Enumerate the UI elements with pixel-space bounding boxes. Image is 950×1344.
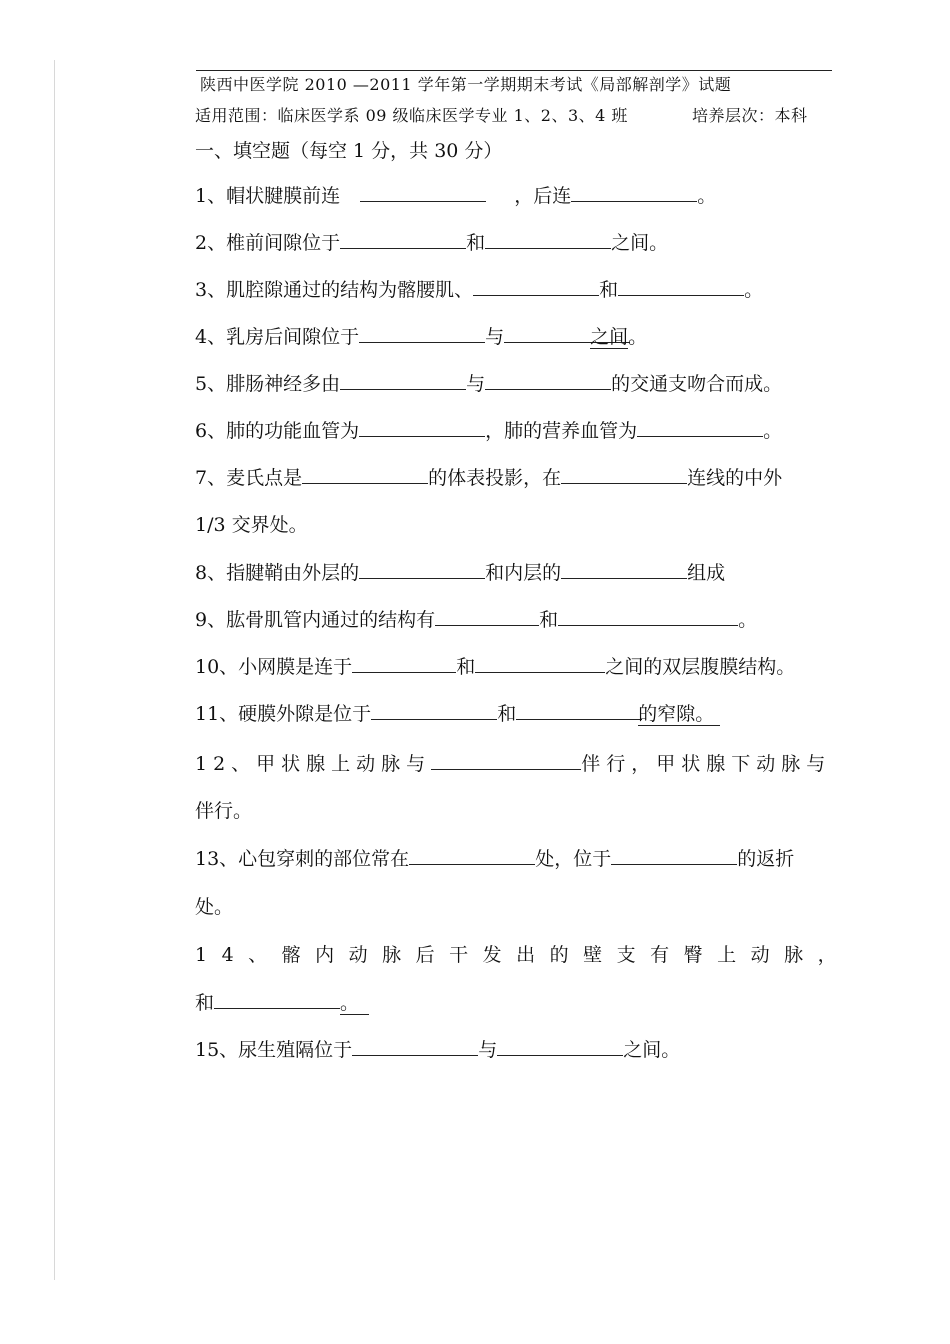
q3-text-a: 3、肌腔隙通过的结构为髂腰肌、: [195, 279, 474, 301]
q8-text-a: 8、指腱鞘由外层的: [195, 562, 360, 584]
q7-text-a: 7、麦氏点是: [195, 467, 303, 489]
question-9: [195, 607, 757, 633]
q7-blank-2[interactable]: [561, 465, 687, 484]
q9-text-a: 9、肱骨肌管内通过的结构有: [195, 609, 436, 631]
q5-blank-2[interactable]: [485, 371, 611, 390]
q12-text-a: 12、甲状腺上动脉与: [195, 753, 432, 775]
q8-blank-2[interactable]: [561, 560, 687, 579]
q11-blank-2[interactable]: [516, 701, 642, 720]
q2-text-c: 之间。: [611, 232, 669, 254]
question-14: [195, 942, 851, 968]
question-12: [195, 751, 831, 777]
q14-blank-1[interactable]: [214, 990, 340, 1009]
question-6: [195, 418, 782, 444]
q1-blank-2[interactable]: [571, 183, 697, 202]
q6-text-a: 6、肺的功能血管为: [195, 420, 360, 442]
q13-blank-2[interactable]: [611, 846, 737, 865]
exam-title: 陕西中医学院 2010 —2011 学年第一学期期末考试《局部解剖学》试题: [200, 75, 732, 94]
q4-blank-1[interactable]: [359, 324, 485, 343]
q3-text-b: 和: [599, 279, 619, 301]
question-12-cont: [195, 798, 252, 824]
question-13: [195, 846, 794, 872]
q15-blank-1[interactable]: [352, 1037, 478, 1056]
question-7: [195, 465, 782, 491]
q6-blank-1[interactable]: [359, 418, 485, 437]
q13-text-d: 处。: [195, 896, 234, 918]
q13-text-b: 处，位于: [535, 848, 612, 870]
question-4: [195, 324, 647, 350]
q8-text-c: 组成: [687, 562, 726, 584]
q6-blank-2[interactable]: [637, 418, 763, 437]
q10-blank-2[interactable]: [475, 654, 605, 673]
q1-text-b: ，后连: [514, 185, 572, 207]
q7-text-b: 的体表投影，在: [428, 467, 562, 489]
q5-text-c: 的交通支吻合而成。: [611, 373, 783, 395]
q10-text-c: 之间的双层腹膜结构。: [605, 656, 796, 678]
q7-blank-1[interactable]: [302, 465, 428, 484]
q15-blank-2[interactable]: [497, 1037, 623, 1056]
question-8: [195, 560, 725, 586]
q3-blank-2[interactable]: [618, 277, 744, 296]
q1-text-a: 1、帽状腱膜前连: [195, 185, 341, 207]
q1-text-c: 。: [697, 185, 717, 207]
q5-text-b: 与: [466, 373, 486, 395]
q4-text-a: 4、乳房后间隙位于: [195, 326, 360, 348]
q5-text-a: 5、腓肠神经多由: [195, 373, 341, 395]
question-1: [195, 183, 716, 209]
q10-text-a: 10、小网膜是连于: [195, 656, 353, 678]
q8-blank-1[interactable]: [359, 560, 485, 579]
q11-text-a: 11、硬膜外隙是位于: [195, 703, 372, 725]
section-title: 一、填空题（每空 1 分，共 30 分）: [195, 140, 503, 162]
q15-text-a: 15、尿生殖隔位于: [195, 1039, 353, 1061]
q9-blank-1[interactable]: [435, 607, 539, 626]
q11-blank-1[interactable]: [371, 701, 497, 720]
header-rule: [196, 70, 832, 71]
q14-text-d: 和: [195, 992, 215, 1014]
q1-blank-1[interactable]: [360, 183, 486, 202]
q6-text-c: 。: [763, 420, 783, 442]
q6-text-b: ，肺的营养血管为: [485, 420, 638, 442]
level-text: 培养层次：本科: [692, 106, 808, 125]
q13-text-c: 的返折: [737, 848, 795, 870]
question-10: [195, 654, 795, 680]
q14-text-a: 14、髂内动脉后干发出的壁支有臀上动脉，: [195, 944, 852, 966]
q7-text-c: 连线的中外: [687, 467, 783, 489]
q2-text-b: 和: [466, 232, 486, 254]
q10-blank-1[interactable]: [352, 654, 456, 673]
scope-line: [195, 103, 808, 126]
question-5: [195, 371, 782, 397]
q11-text-b: 和: [497, 703, 517, 725]
q15-text-b: 与: [478, 1039, 498, 1061]
q14-text-e: 。: [340, 992, 369, 1015]
q12-text-b: 伴行，甲状腺下动脉与: [581, 753, 832, 775]
q13-text-a: 13、心包穿刺的部位常在: [195, 848, 410, 870]
q10-text-b: 和: [456, 656, 476, 678]
question-2: [195, 230, 668, 256]
q9-text-b: 和: [539, 609, 559, 631]
scope-text: 适用范围：临床医学系 09 级临床医学专业 1、2、3、4 班: [195, 106, 628, 125]
q4-text-b: 与: [485, 326, 505, 348]
q11-text-c: 的窄隙。: [638, 703, 720, 726]
q15-text-c: 之间。: [623, 1039, 681, 1061]
question-7-cont: [195, 512, 308, 538]
q2-text-a: 2、椎前间隙位于: [195, 232, 341, 254]
question-14-cont: [195, 990, 369, 1016]
q4-text-c: 之间: [590, 326, 629, 348]
question-3: [195, 277, 763, 303]
q3-blank-1[interactable]: [473, 277, 599, 296]
q8-text-b: 和内层的: [485, 562, 562, 584]
q12-blank-1[interactable]: [431, 751, 581, 770]
question-13-cont: [195, 894, 233, 920]
q7-text-d: 1/3 交界处。: [195, 514, 308, 536]
q12-text-d: 伴行。: [195, 800, 253, 822]
q3-text-c: 。: [744, 279, 764, 301]
q9-text-c: 。: [738, 609, 758, 631]
q5-blank-1[interactable]: [340, 371, 466, 390]
q13-blank-1[interactable]: [409, 846, 535, 865]
q2-blank-2[interactable]: [485, 230, 611, 249]
q4-text-d: 。: [628, 326, 648, 348]
page-edge-line: [54, 60, 55, 1280]
q2-blank-1[interactable]: [340, 230, 466, 249]
q9-blank-2[interactable]: [558, 607, 738, 626]
question-11: [195, 701, 720, 727]
question-15: [195, 1037, 680, 1063]
